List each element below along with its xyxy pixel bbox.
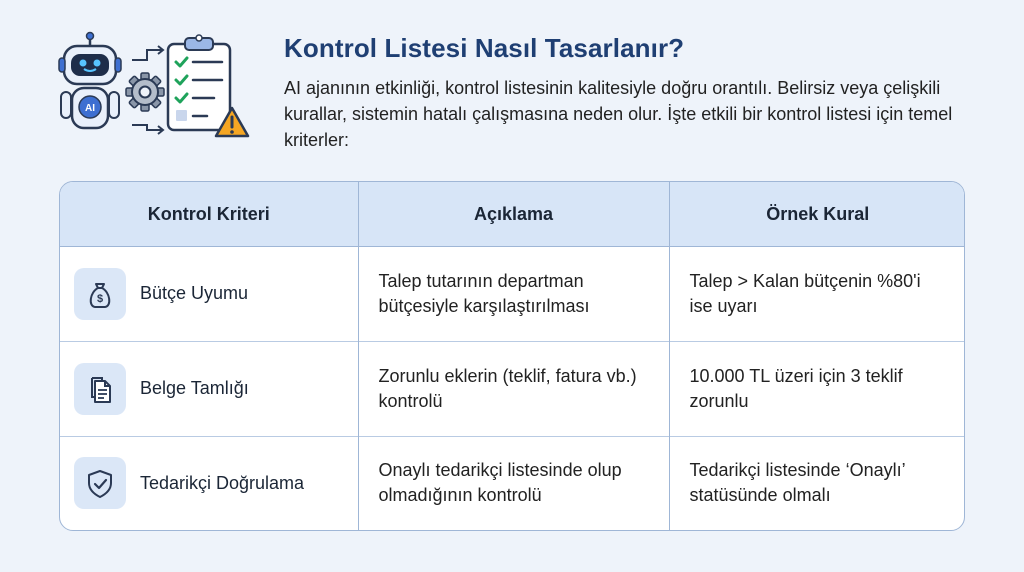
criterion-cell [60, 436, 358, 530]
header-criterion: Kontrol Kriteri [60, 182, 358, 247]
table-row [60, 247, 965, 342]
criterion-cell [60, 247, 358, 342]
criterion-cell [60, 341, 358, 436]
criterion-label: Tedarikçi Doğrulama [140, 472, 305, 493]
header-description: Açıklama [358, 182, 669, 247]
money-bag-icon [74, 268, 126, 320]
robot-icon [59, 33, 121, 129]
example-rule-cell: 10.000 TL üzeri için 3 teklif zorunlu [669, 341, 965, 436]
page-title: Kontrol Listesi Nasıl Tasarlanır? [284, 33, 685, 63]
gear-icon [126, 73, 164, 111]
example-rule-cell: Talep > Kalan bütçenin %80'i ise uyarı [669, 247, 965, 342]
criterion-label: Bütçe Uyumu [140, 283, 249, 304]
description-cell: Zorunlu eklerin (teklif, fatura vb.) kontrolü [358, 341, 669, 436]
shield-check-icon [74, 457, 126, 509]
criteria-table [59, 181, 965, 531]
hero-illustration [52, 30, 252, 150]
criterion-label: Belge Tamlığı [140, 378, 249, 399]
description-cell: Onaylı tedarikçi listesinde olup olmadığının kontrolü [358, 436, 669, 530]
robot-badge: AI [85, 103, 95, 114]
table-header-row [60, 182, 965, 247]
svg-text:$: $ [96, 292, 104, 305]
description-cell: Talep tutarının departman bütçesiyle karşılaştırılması [358, 247, 669, 342]
example-rule-cell: Tedarikçi listesinde ‘Onaylı’ statüsünde olmalı [669, 436, 965, 530]
table-row [60, 341, 965, 436]
intro-paragraph: AI ajanının etkinliği, kontrol listesinin kalitesiyle doğru orantılı. Belirsiz veya çelişkili kurallar, sistemin hatalı çalışmasına neden olur. İşte etkili bir kontrol listesi için temel kriterler: [284, 78, 953, 150]
table-row [60, 436, 965, 530]
clipboard-checklist-icon [168, 35, 230, 130]
header-example-rule: Örnek Kural [669, 182, 965, 247]
documents-icon [74, 363, 126, 415]
